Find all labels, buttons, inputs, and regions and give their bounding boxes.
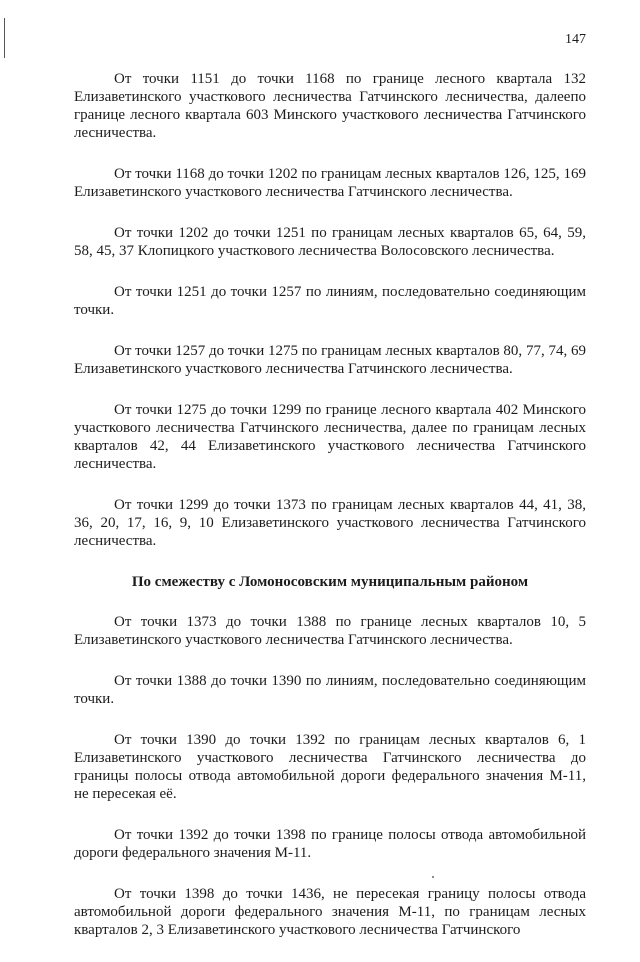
paragraph: От точки 1275 до точки 1299 по границе лесного квартала 402 Минского участкового лесничества Гатчинского лесничества, далее по границам лесных кварталов 42, 44 Елизаветинского участкового лесничества Гатчинского лесничества. [74, 402, 586, 472]
paragraph: От точки 1392 до точки 1398 по границе полосы отвода автомобильной дороги федерального значения М-11. [74, 827, 586, 861]
paragraph: От точки 1299 до точки 1373 по границам лесных кварталов 44, 41, 38, 36, 20, 17, 16, 9, 10 Елизаветинского участкового лесничества Гатчинского лесничества. [74, 497, 586, 549]
paragraph: От точки 1257 до точки 1275 по границам лесных кварталов 80, 77, 74, 69 Елизаветинского участкового лесничества Гатчинского лесничества. [74, 343, 586, 377]
paragraph: От точки 1151 до точки 1168 по границе лесного квартала 132 Елизаветинского участкового лесничества Гатчинского лесничества, далеепо границе лесного квартала 603 Минского участкового лесничества Гатчинского лесничества. [74, 71, 586, 141]
section-heading: По смежеству с Ломоносовским муниципальным районом [131, 574, 529, 590]
scan-speck [432, 876, 434, 878]
paragraph: От точки 1202 до точки 1251 по границам лесных кварталов 65, 64, 59, 58, 45, 37 Клопицкого участкового лесничества Волосовского лесничества. [74, 225, 586, 259]
page-number: 147 [565, 32, 586, 47]
margin-line [4, 18, 5, 58]
paragraph: От точки 1388 до точки 1390 по линиям, последовательно соединяющим точки. [74, 673, 586, 707]
document-body [74, 70, 586, 962]
paragraph: От точки 1390 до точки 1392 по границам лесных кварталов 6, 1 Елизаветинского участкового лесничества Гатчинского лесничества до границы полосы отвода автомобильной дороги федерального значения М-11, не пересекая её. [74, 732, 586, 802]
paragraph: От точки 1168 до точки 1202 по границам лесных кварталов 126, 125, 169 Елизаветинского участкового лесничества Гатчинского лесничества. [74, 166, 586, 200]
paragraph: От точки 1373 до точки 1388 по границе лесных кварталов 10, 5 Елизаветинского участкового лесничества Гатчинского лесничества. [74, 614, 586, 648]
paragraph: От точки 1398 до точки 1436, не пересекая границу полосы отвода автомобильной дороги федерального значения М-11, по границам лесных кварталов 2, 3 Елизаветинского участкового лесничества Гатчинского [74, 886, 586, 938]
paragraph: От точки 1251 до точки 1257 по линиям, последовательно соединяющим точки. [74, 284, 586, 318]
